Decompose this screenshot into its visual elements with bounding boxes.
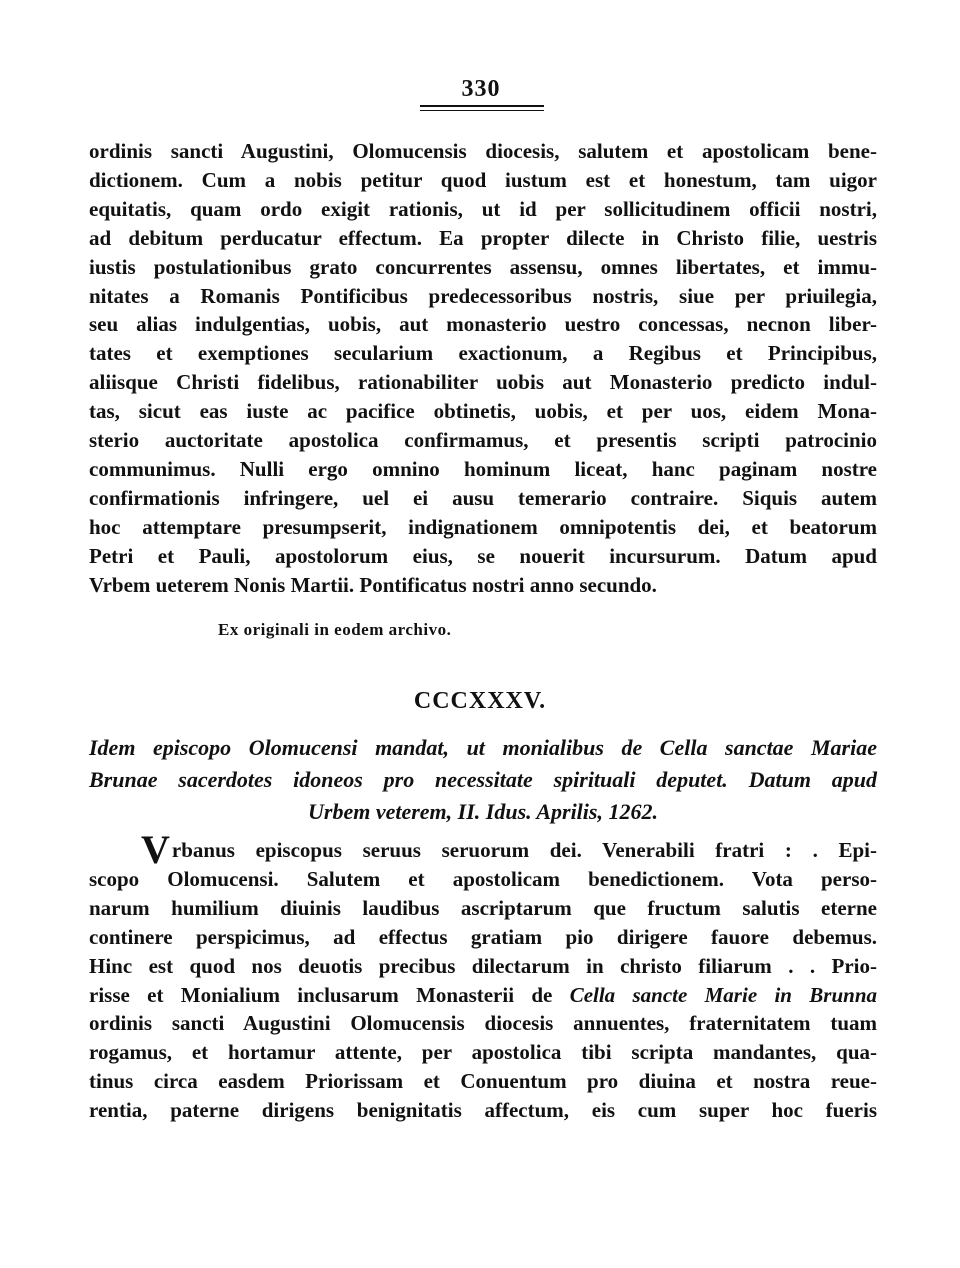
- page-number: 330: [461, 76, 501, 102]
- text-line: hoc attemptare presumpserit, indignationem omnipotentis dei, et beatorum: [89, 514, 877, 539]
- page-number-rule: [420, 105, 544, 107]
- body-paragraph-2: [89, 827, 877, 1125]
- text-line: ad debitum perducatur effectum. Ea propter dilecte in Christo filie, uestris: [89, 225, 877, 250]
- text-line: rentia, paterne dirigens benignitatis affectum, eis cum super hoc fueris: [89, 1098, 877, 1123]
- text-line: Vrbem ueterem Nonis Martii. Pontificatus nostri anno secundo.: [89, 572, 657, 597]
- text-line-rest: rbanus episcopus seruus seruorum dei. Venerabili fratri : . Epi-: [171, 838, 877, 862]
- drop-capital: V: [141, 827, 170, 872]
- page-number-rule-thin: [420, 110, 544, 111]
- text-line: [89, 827, 877, 872]
- summary-line: Brunae sacerdotes idoneos pro necessitate spirituali deputet. Datum apud: [89, 767, 877, 792]
- text-line: sterio auctoritate apostolica confirmamus, et presentis scripti patrocinio: [89, 428, 877, 453]
- text-line: ordinis sancti Augustini, Olomucensis diocesis, salutem et apostolicam bene-: [89, 139, 877, 163]
- text-line: Petri et Pauli, apostolorum eius, se nouerit incursurum. Datum apud: [89, 543, 877, 568]
- text-line: iustis postulationibus grato concurrentes assensu, omnes libertates, et immu-: [89, 254, 877, 279]
- text-line-start: risse et Monialium inclusarum Monasterii de: [89, 982, 570, 1007]
- text-line: equitatis, quam ordo exigit rationis, ut id per sollicitudinem officii nostri,: [89, 196, 877, 221]
- summary-line: Urbem veterem, II. Idus. Aprilis, 1262.: [308, 799, 658, 824]
- text-line: scopo Olomucensi. Salutem et apostolicam benedictionem. Vota perso-: [89, 866, 877, 891]
- document-summary: [89, 732, 877, 828]
- place-name-italic: Cella sancte Marie in Brunna: [569, 982, 877, 1007]
- text-line: confirmationis infringere, uel ei ausu temerario contraire. Siquis autem: [89, 485, 877, 510]
- document-number: CCCXXXV.: [413, 688, 547, 714]
- text-line: dictionem. Cum a nobis petitur quod iustum est et honestum, tam uigor: [89, 167, 877, 192]
- text-line: tas, sicut eas iuste ac pacifice obtinetis, uobis, et per uos, eidem Mona-: [89, 399, 877, 424]
- text-line: narum humilium diuinis laudibus ascriptarum que fructum salutis eterne: [89, 895, 877, 920]
- text-line: aliisque Christi fidelibus, rationabiliter uobis aut Monasterio predicto indul-: [89, 370, 877, 395]
- text-line: Hinc est quod nos deuotis precibus dilectarum in christo filiarum . . Prio-: [89, 953, 877, 978]
- text-line: [89, 981, 877, 1010]
- text-line: nitates a Romanis Pontificibus predecessoribus nostris, siue per priuilegia,: [89, 283, 877, 308]
- body-paragraph-1: [89, 137, 877, 600]
- text-line: seu alias indulgentias, uobis, aut monasterio uestro concessas, necnon liber-: [89, 312, 877, 337]
- source-note: Ex originali in eodem archivo.: [218, 620, 452, 639]
- text-line: communimus. Nulli ergo omnino hominum liceat, hanc paginam nostre: [89, 456, 877, 481]
- text-line: continere perspicimus, ad effectus gratiam pio dirigere fauore debemus.: [89, 924, 877, 949]
- text-line: tinus circa easdem Priorissam et Conuentum pro diuina et nostra reue-: [89, 1069, 877, 1094]
- text-line: rogamus, et hortamur attente, per apostolica tibi scripta mandantes, qua-: [89, 1040, 877, 1065]
- summary-line: Idem episcopo Olomucensi mandat, ut monialibus de Cella sanctae Mariae: [89, 735, 877, 760]
- text-line: ordinis sancti Augustini Olomucensis diocesis annuentes, fraternitatem tuam: [89, 1011, 877, 1036]
- text-line: tates et exemptiones secularium exactionum, a Regibus et Principibus,: [89, 341, 877, 366]
